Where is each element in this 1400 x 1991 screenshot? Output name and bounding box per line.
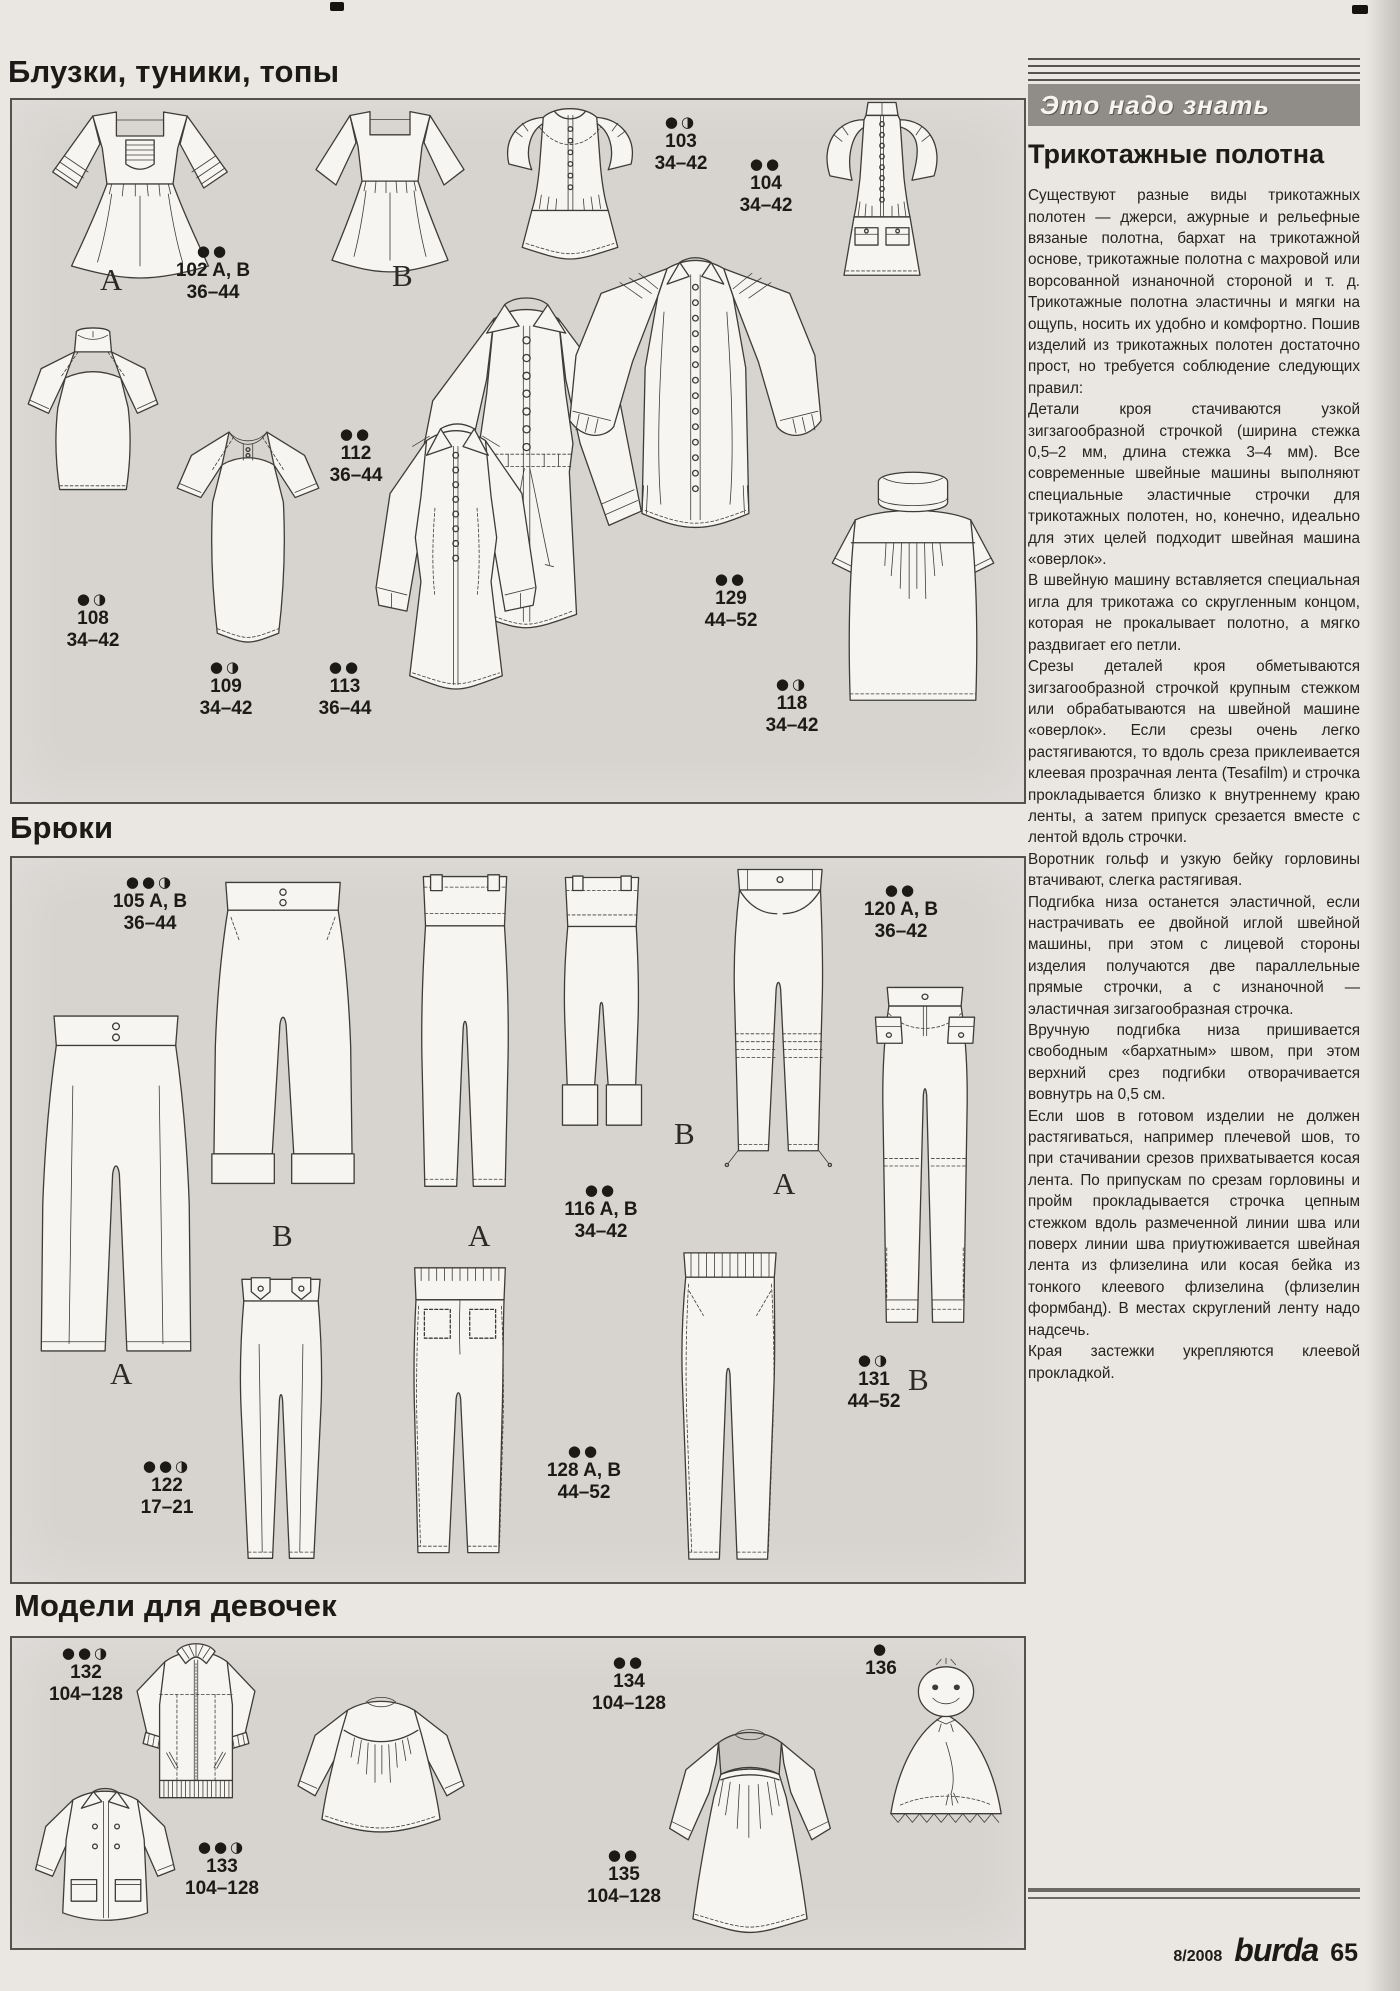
pattern-sizes: 44–52 [704, 610, 758, 632]
sidebar-paragraph: Если шов в готовом изделии не должен растягиваться, например плечевой шов, то при стачивании срезов прихватывается косая лента. По припускам по срезам горловины и пройм прокладывается строчка цепным стежком вдоль размеченной линии шва или поверх линии шва приутюживается швейная лента из флизелина или косая бейка из тонкого клеевого флизелина (флизелин формбанд). В местах скруглений ленту надо надсечь. [1028, 1107, 1360, 1339]
variant-letter-116b: B [674, 1116, 695, 1151]
sidebar-paragraph: Срезы деталей кроя обметываются зигзагообразной строчкой крупным стежком или обрабатываются на швейной машине «оверлок». Если срезы очень легко растягиваются, то вдоль среза приклеивается клеевая прозрачная лента (Tesafilm) и строчка прокладывается близко к внутреннему краю ленты, а затем припуск срезается вместе с лентой вдоль строчки. [1028, 658, 1360, 847]
page-number: 65 [1330, 1939, 1358, 1967]
pattern-number: 122 [151, 1474, 183, 1496]
pattern-sizes: 17–21 [140, 1497, 194, 1519]
sidebar-paragraph: Края застежки укрепляются клеевой прокладкой. [1028, 1343, 1360, 1382]
pattern-sizes: 34–42 [765, 715, 819, 737]
pattern-label-136 [865, 1641, 897, 1680]
pattern-label-102 [176, 243, 250, 305]
difficulty-dots: ●● [749, 155, 783, 173]
pattern-sizes: 34–42 [739, 195, 793, 217]
pattern-number: 120 A, B [863, 898, 939, 920]
pattern-sizes: 104–128 [592, 1693, 666, 1715]
flat-drawing-trousers-116b [542, 866, 662, 1154]
pattern-number: 116 A, B [564, 1198, 638, 1220]
pattern-label-134 [592, 1654, 666, 1716]
pattern-label-109 [200, 659, 253, 721]
pattern-label-129 [705, 571, 758, 633]
scan-artifact [330, 2, 344, 11]
pattern-number: 132 [70, 1661, 102, 1683]
pattern-sizes: 36–42 [874, 921, 928, 943]
flat-drawing-jacket-133 [22, 1780, 190, 1946]
difficulty-dots: ●●◑ [142, 1457, 192, 1475]
difficulty-dots: ●◑ [857, 1351, 891, 1369]
flat-drawing-tunic-134 [286, 1690, 476, 1858]
flat-drawing-trousers-120a [712, 860, 848, 1176]
pattern-sizes: 44–52 [557, 1482, 611, 1504]
section-heading-girls: Модели для девочек [14, 1588, 337, 1623]
flat-drawing-top-109 [156, 418, 340, 652]
variant-letter-120a: A [773, 1166, 796, 1201]
pattern-number: 105 A, B [112, 890, 188, 912]
pattern-sizes: 34–42 [66, 630, 120, 652]
flat-drawing-dress-135 [658, 1720, 842, 1946]
flat-drawing-trousers-116a [398, 866, 532, 1218]
pattern-number: 136 [865, 1657, 897, 1679]
pattern-number: 102 A, B [175, 259, 251, 281]
pattern-label-118 [766, 676, 819, 738]
pattern-number: 118 [776, 692, 808, 714]
difficulty-dots: ●● [584, 1181, 618, 1199]
flat-drawing-blouse-129 [554, 250, 840, 560]
pattern-sizes: 34–42 [654, 153, 708, 175]
sidebar-paragraph: Воротник гольф и узкую бейку горловины втачивают, слегка растягивая. [1028, 850, 1360, 890]
pattern-number: 128 A, B [546, 1459, 622, 1481]
pattern-label-120 [864, 882, 938, 944]
pattern-label-122 [141, 1458, 194, 1520]
difficulty-dots: ●● [196, 242, 230, 260]
difficulty-dots: ●◑ [76, 590, 110, 608]
pattern-sizes: 44–52 [847, 1391, 901, 1413]
pattern-sizes: 36–44 [186, 282, 240, 304]
scan-artifact [1352, 5, 1368, 14]
pattern-label-132 [49, 1645, 123, 1707]
pattern-label-113 [319, 659, 372, 721]
variant-letter-102b: B [392, 258, 413, 293]
difficulty-dots: ●● [328, 658, 362, 676]
variant-letter-120b: B [908, 1362, 929, 1397]
difficulty-dots: ●◑ [209, 658, 243, 676]
pattern-number: 112 [340, 442, 372, 464]
difficulty-dots: ●● [714, 570, 748, 588]
pattern-number: 133 [206, 1855, 238, 1877]
sidebar-kicker: Это надо знать [1028, 84, 1360, 126]
difficulty-dots: ●●◑ [61, 1644, 111, 1662]
pattern-label-112 [330, 426, 383, 488]
difficulty-dots: ●● [567, 1442, 601, 1460]
sidebar-paragraph: В швейную машину вставляется специальная игла для трикотажа со скругленным концом, которая не прокалывает полотно, а мягко раздвигает его петли. [1028, 572, 1360, 654]
difficulty-dots: ●● [884, 881, 918, 899]
pattern-number: 108 [77, 607, 109, 629]
difficulty-dots: ●●◑ [125, 873, 175, 891]
flat-drawing-doll-136 [874, 1656, 1018, 1872]
pattern-number: 113 [329, 675, 361, 697]
sidebar-article [1028, 58, 1360, 1384]
flat-drawing-top-118 [822, 464, 1004, 718]
pattern-sizes: 36–44 [123, 913, 177, 935]
pattern-label-105 [113, 874, 187, 936]
issue-number: 8/2008 [1173, 1948, 1223, 1965]
pattern-number: 135 [608, 1863, 640, 1885]
kicker-stripes [1028, 58, 1360, 82]
sidebar-paragraph: Детали кроя стачиваются узкой зигзагообразной строчкой (ширина стежка 0,5–2 мм, длина стежка 3–4 мм). Все современные швейные машины выполняют специальные эластичные строчки для трикотажных полотен, но, конечно, идеально для этих целей подходит швейная машина «оверлок». [1028, 401, 1360, 569]
footer-rule-thick [1028, 1888, 1360, 1892]
flat-drawing-top-108 [6, 324, 180, 510]
sidebar-paragraph: Вручную подгибка низа пришивается свободным «бархатным» швом, при этом верхний срез подгибки отворачивается вовнутрь на 0,5 см. [1028, 1022, 1360, 1104]
pattern-sizes: 36–44 [318, 698, 372, 720]
flat-drawing-trousers-120b [862, 980, 988, 1352]
pattern-number: 104 [750, 172, 782, 194]
variant-letter-105a: A [110, 1356, 133, 1391]
flat-drawing-trousers-105a [24, 1005, 208, 1373]
variant-letter-116a: A [468, 1218, 491, 1253]
difficulty-dots: ●◑ [775, 675, 809, 693]
pattern-label-131 [848, 1352, 901, 1414]
pattern-number: 103 [665, 130, 697, 152]
pattern-label-103 [655, 114, 708, 176]
flat-drawing-trousers-131 [652, 1232, 808, 1580]
pattern-label-135 [587, 1847, 661, 1909]
sidebar-title: Трикотажные полотна [1028, 139, 1325, 169]
pattern-label-133 [185, 1839, 259, 1901]
section-heading-trousers: Брюки [10, 810, 114, 845]
difficulty-dots: ●● [612, 1653, 646, 1671]
pattern-sizes: 36–44 [329, 465, 383, 487]
difficulty-dots: ●●◑ [197, 1838, 247, 1856]
difficulty-dots: ●◑ [664, 113, 698, 131]
flat-drawing-dress-102b [290, 102, 490, 268]
flat-drawing-trousers-122 [220, 1270, 342, 1580]
sidebar-paragraph: Подгибка низа останется эластичной, если настрачивать ее двойной иглой швейной машины, при этом с лицевой стороны изделия получаются две параллельные прямые строчки, а с изнаночной — эластичная зигзагообразная строчка. [1028, 893, 1360, 1018]
pattern-label-104 [740, 156, 793, 218]
difficulty-dots: ● [872, 1640, 890, 1658]
page-footer [1173, 1932, 1358, 1969]
pattern-sizes: 34–42 [199, 698, 253, 720]
flat-drawing-trousers-105b [198, 872, 368, 1220]
pattern-label-128 [547, 1443, 621, 1505]
variant-letter-102a: A [100, 262, 123, 297]
pattern-label-116 [564, 1182, 637, 1244]
sidebar-paragraph: Существуют разные виды трикотажных полотен — джерси, ажурные и рельефные вязаные полотна, бархат на трикотажной основе, трикотажные полотна с махровой или ворсованной изнаночной стороной и т. д. Трикотажные полотна эластичны и мягки на ощупь, носить их удобно и комфортно. Пошив изделий из трикотажных полотен достаточно прост, но требуется соблюдение следующих правил: [1028, 187, 1360, 397]
pattern-number: 134 [613, 1670, 645, 1692]
variant-letter-105b: B [272, 1218, 293, 1253]
footer-rule-thin [1028, 1897, 1360, 1899]
burda-logo: burda [1234, 1932, 1319, 1968]
pattern-label-108 [67, 591, 120, 653]
pattern-number: 129 [715, 587, 747, 609]
pattern-sizes: 34–42 [574, 1221, 628, 1243]
pattern-number: 109 [210, 675, 242, 697]
sidebar-body [1028, 185, 1360, 1384]
section-heading-blouses: Блузки, туники, топы [8, 54, 340, 89]
pattern-sizes: 104–128 [587, 1886, 661, 1908]
pattern-sizes: 104–128 [49, 1684, 123, 1706]
pattern-number: 131 [858, 1368, 890, 1390]
pattern-sizes: 104–128 [185, 1878, 259, 1900]
difficulty-dots: ●● [339, 425, 373, 443]
flat-drawing-trousers-128 [392, 1255, 528, 1575]
difficulty-dots: ●● [607, 1846, 641, 1864]
